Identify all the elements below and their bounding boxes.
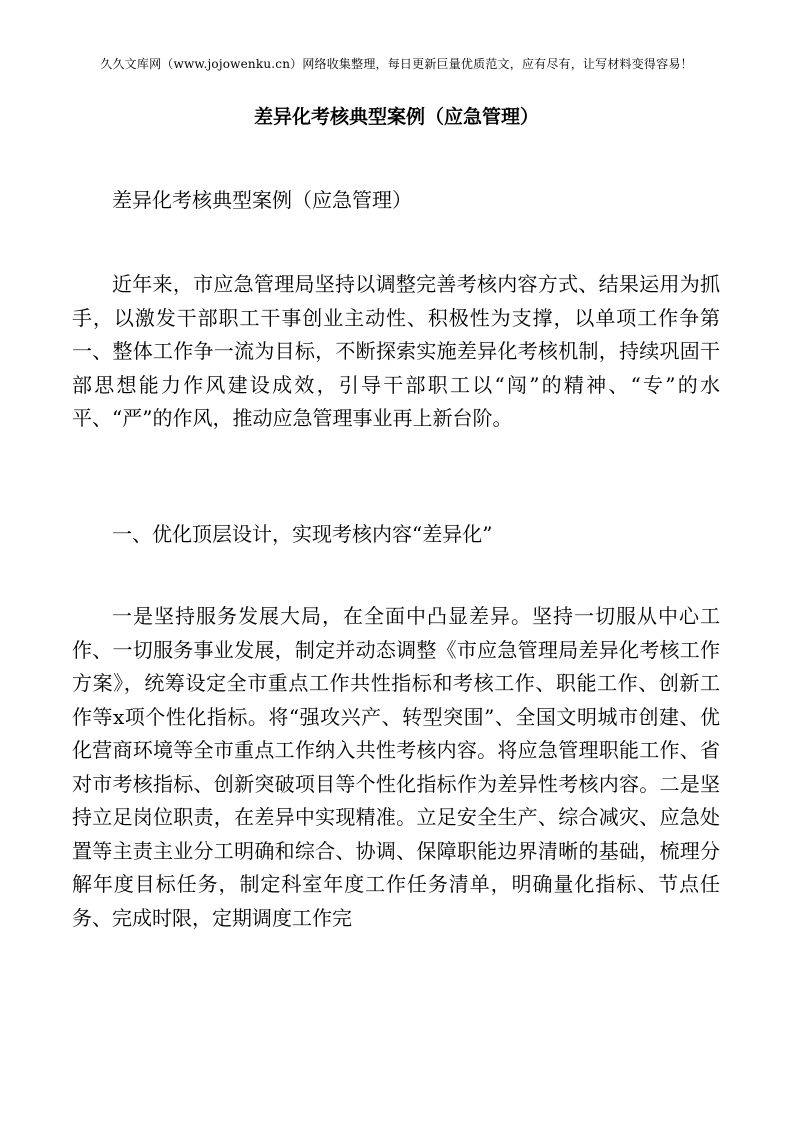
paragraph-subtitle: 差异化考核典型案例（应急管理） [112,188,412,212]
paragraph-section-1-body: 一是坚持服务发展大局，在全面中凸显差异。坚持一切服从中心工作、一切服务事业发展，制定并动态调整《市应急管理局差异化考核工作方案》，统筹设定全市重点工作共性指标和考核工作、职能工作、创新工作等x项个性化指标。将“强攻兴产、转型突围”、全国文明城市创建、优化营商环境等全市重点工作纳入共性考核内容。将应急管理职能工作、省对市考核指标、创新突破项目等个性化指标作为差异性考核内容。二是坚持立足岗位职责，在差异中实现精准。立足安全生产、综合减灾、应急处置等主责主业分工明确和综合、协调、保障职能边界清晰的基础，梳理分解年度目标任务，制定科室年度工作任务清单，明确量化指标、节点任务、完成时限，定期调度工作完 [72,604,720,930]
section-heading-1: 一、优化顶层设计，实现考核内容“差异化” [112,522,493,546]
document-title: 差异化考核典型案例（应急管理） [253,106,539,128]
paragraph-intro: 近年来，市应急管理局坚持以调整完善考核内容方式、结果运用为抓手，以激发干部职工干事创业主动性、积极性为支撑，以单项工作争第一、整体工作争一流为目标，不断探索实施差异化考核机制，持续巩固干部思想能力作风建设成效，引导干部职工以“闯”的精神、“专”的水平、“严”的作风，推动应急管理事业再上新台阶。 [72,272,720,430]
site-header-note: 久久文库网（www.jojowenku.cn）网络收集整理，每日更新巨量优质范文，应有尽有，让写材料变得容易！ [100,57,693,71]
